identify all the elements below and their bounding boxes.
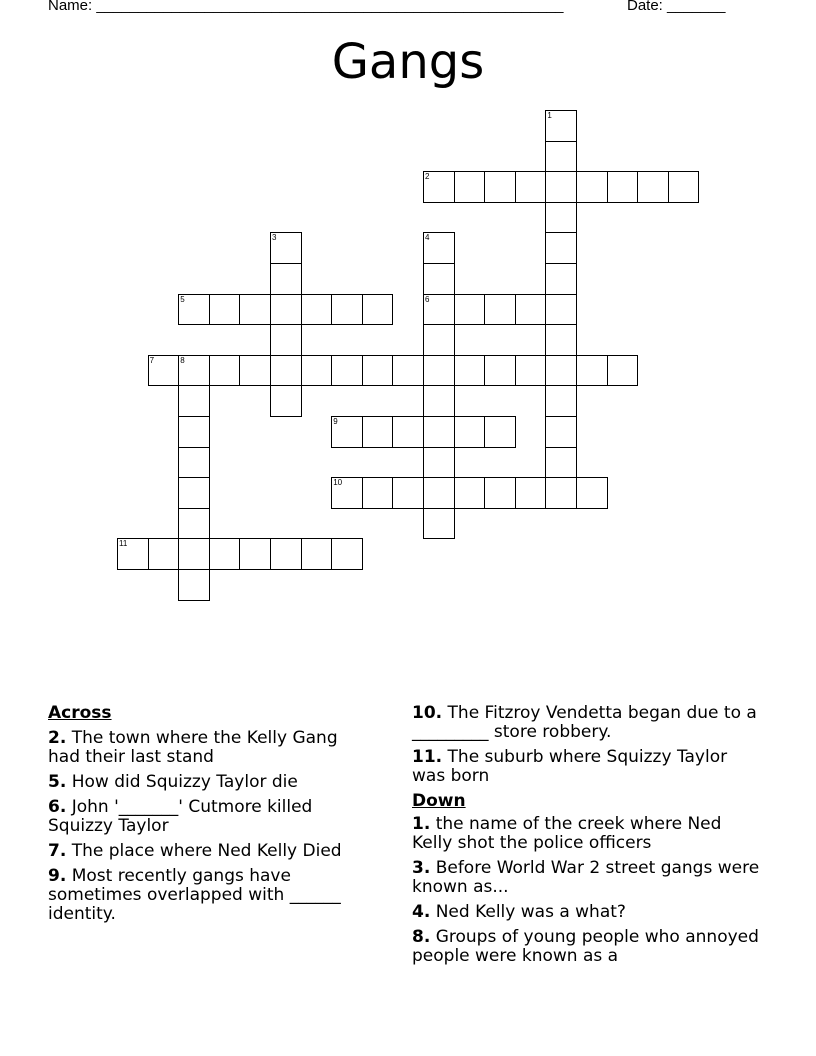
clue-down-8 (412, 928, 764, 966)
down-heading: Down (412, 791, 466, 811)
grid-cell[interactable] (331, 416, 363, 448)
clue-text: Groups of young people who annoyed people were known as a (412, 927, 759, 966)
grid-cell[interactable] (239, 538, 271, 570)
clue-across-9 (48, 867, 368, 924)
clue-text: Most recently gangs have sometimes overlapped with ______ identity. (48, 866, 341, 924)
clue-text: The place where Ned Kelly Died (71, 841, 342, 861)
clue-across-5 (48, 773, 368, 792)
date-field-label: Date: _______ (627, 0, 726, 14)
grid-cell[interactable] (270, 538, 302, 570)
grid-cell[interactable] (484, 416, 516, 448)
grid-cell[interactable] (148, 538, 180, 570)
grid-cell[interactable] (515, 355, 547, 387)
grid-cell[interactable] (362, 416, 394, 448)
clue-down-4 (412, 903, 764, 922)
clues-left-column (48, 704, 368, 930)
grid-cell[interactable] (545, 477, 577, 509)
grid-cell[interactable] (423, 232, 455, 264)
grid-cell[interactable] (545, 263, 577, 295)
clue-number: 5. (48, 772, 67, 792)
clues-right-column (412, 704, 764, 972)
clue-number: 6. (48, 797, 67, 817)
grid-cell[interactable] (209, 538, 241, 570)
clue-across-10 (412, 704, 764, 742)
clue-number: 9. (48, 866, 67, 886)
grid-cell[interactable] (423, 324, 455, 356)
clue-text: the name of the creek where Ned Kelly shot the police officers (412, 814, 722, 853)
grid-cell[interactable] (484, 171, 516, 203)
grid-cell[interactable] (178, 447, 210, 479)
clue-number: 2. (48, 728, 67, 748)
grid-cell[interactable] (362, 355, 394, 387)
grid-cell[interactable] (454, 416, 486, 448)
grid-cell[interactable] (331, 294, 363, 326)
grid-cell[interactable] (178, 538, 210, 570)
grid-cell-number: 7 (149, 355, 155, 365)
grid-cell-number: 2 (425, 172, 430, 182)
grid-cell[interactable] (392, 355, 424, 387)
grid-cell[interactable] (545, 110, 577, 142)
grid-cell[interactable] (362, 294, 394, 326)
clue-across-7 (48, 842, 368, 861)
grid-cell[interactable] (117, 538, 149, 570)
grid-cell[interactable] (270, 232, 302, 264)
grid-cell[interactable] (423, 416, 455, 448)
grid-cell[interactable] (270, 355, 302, 387)
clue-text: John '_______' Cutmore killed Squizzy Taylor (48, 797, 313, 836)
grid-cell[interactable] (301, 355, 333, 387)
grid-cell[interactable] (545, 232, 577, 264)
grid-cell[interactable] (454, 294, 486, 326)
grid-cell[interactable] (515, 477, 547, 509)
clue-text: Before World War 2 street gangs were known as... (412, 858, 760, 897)
grid-cell[interactable] (178, 355, 210, 387)
grid-cell[interactable] (178, 508, 210, 540)
grid-cell-number: 9 (333, 417, 338, 426)
grid-cell[interactable] (576, 477, 608, 509)
grid-cell[interactable] (270, 385, 302, 417)
grid-cell[interactable] (270, 294, 302, 326)
clue-across-11 (412, 748, 764, 786)
grid-cell-number: 11 (119, 539, 128, 549)
grid-cell[interactable] (423, 263, 455, 295)
grid-cell-number: 4 (425, 233, 430, 243)
grid-cell[interactable] (148, 355, 180, 387)
grid-cell[interactable] (423, 385, 455, 417)
clue-text: How did Squizzy Taylor die (71, 772, 298, 792)
grid-cell[interactable] (545, 416, 577, 448)
grid-cell[interactable] (331, 477, 363, 509)
grid-cell[interactable] (545, 171, 577, 203)
grid-cell[interactable] (331, 355, 363, 387)
grid-cell[interactable] (178, 569, 210, 601)
grid-cell[interactable] (515, 171, 547, 203)
clue-across-6 (48, 798, 368, 836)
grid-cell[interactable] (423, 294, 455, 326)
grid-cell[interactable] (239, 294, 271, 326)
grid-cell[interactable] (209, 355, 241, 387)
clue-number: 8. (412, 927, 431, 947)
grid-cell[interactable] (607, 171, 639, 203)
grid-cell[interactable] (484, 294, 516, 326)
grid-cell[interactable] (392, 477, 424, 509)
grid-cell[interactable] (668, 171, 700, 203)
grid-cell[interactable] (178, 477, 210, 509)
clue-across-2 (48, 729, 368, 767)
clue-number: 11. (412, 747, 443, 767)
grid-cell[interactable] (545, 447, 577, 479)
grid-cell[interactable] (423, 508, 455, 540)
grid-cell-number: 6 (425, 294, 430, 304)
grid-cell[interactable] (178, 294, 210, 326)
grid-cell[interactable] (423, 477, 455, 509)
grid-cell[interactable] (545, 294, 577, 326)
grid-cell[interactable] (545, 355, 577, 387)
grid-cell[interactable] (270, 324, 302, 356)
grid-cell-number: 3 (272, 233, 277, 243)
grid-cell[interactable] (423, 171, 455, 203)
clue-number: 4. (412, 902, 431, 922)
clue-down-3 (412, 859, 764, 897)
grid-cell[interactable] (545, 202, 577, 234)
grid-cell[interactable] (515, 294, 547, 326)
grid-cell[interactable] (209, 294, 241, 326)
grid-cell[interactable] (423, 355, 455, 387)
grid-cell[interactable] (576, 355, 608, 387)
clue-number: 7. (48, 841, 67, 861)
clue-number: 3. (412, 858, 431, 878)
grid-cell[interactable] (545, 141, 577, 173)
grid-cell[interactable] (454, 171, 486, 203)
grid-cell[interactable] (392, 416, 424, 448)
grid-cell[interactable] (331, 538, 363, 570)
puzzle-title: Gangs (331, 34, 485, 90)
across-heading: Across (48, 703, 112, 723)
grid-cell[interactable] (362, 477, 394, 509)
grid-cell[interactable] (270, 263, 302, 295)
grid-cell[interactable] (178, 385, 210, 417)
clue-down-1 (412, 815, 764, 853)
grid-cell-number: 5 (180, 294, 185, 304)
grid-cell[interactable] (484, 355, 516, 387)
grid-cell[interactable] (607, 355, 639, 387)
clue-number: 1. (412, 814, 431, 834)
name-field-label: Name: ________________________________________________________ (48, 0, 564, 14)
clue-text: The suburb where Squizzy Taylor was born (412, 747, 728, 786)
grid-cell[interactable] (637, 171, 669, 203)
grid-cell[interactable] (239, 355, 271, 387)
grid-cell[interactable] (545, 324, 577, 356)
grid-cell[interactable] (301, 538, 333, 570)
grid-cell[interactable] (454, 477, 486, 509)
clue-text: The Fitzroy Vendetta began due to a _________ store robbery. (412, 703, 757, 742)
grid-cell[interactable] (178, 416, 210, 448)
grid-cell[interactable] (454, 355, 486, 387)
clue-number: 10. (412, 703, 443, 723)
grid-cell-number: 8 (180, 355, 185, 365)
grid-cell[interactable] (576, 171, 608, 203)
clue-text: The town where the Kelly Gang had their last stand (48, 728, 338, 767)
grid-cell-number: 1 (547, 111, 552, 120)
grid-cell[interactable] (484, 477, 516, 509)
grid-cell[interactable] (301, 294, 333, 326)
clue-text: Ned Kelly was a what? (435, 902, 626, 922)
grid-cell-number: 10 (333, 478, 343, 488)
grid-cell[interactable] (545, 385, 577, 417)
grid-cell[interactable] (423, 447, 455, 479)
